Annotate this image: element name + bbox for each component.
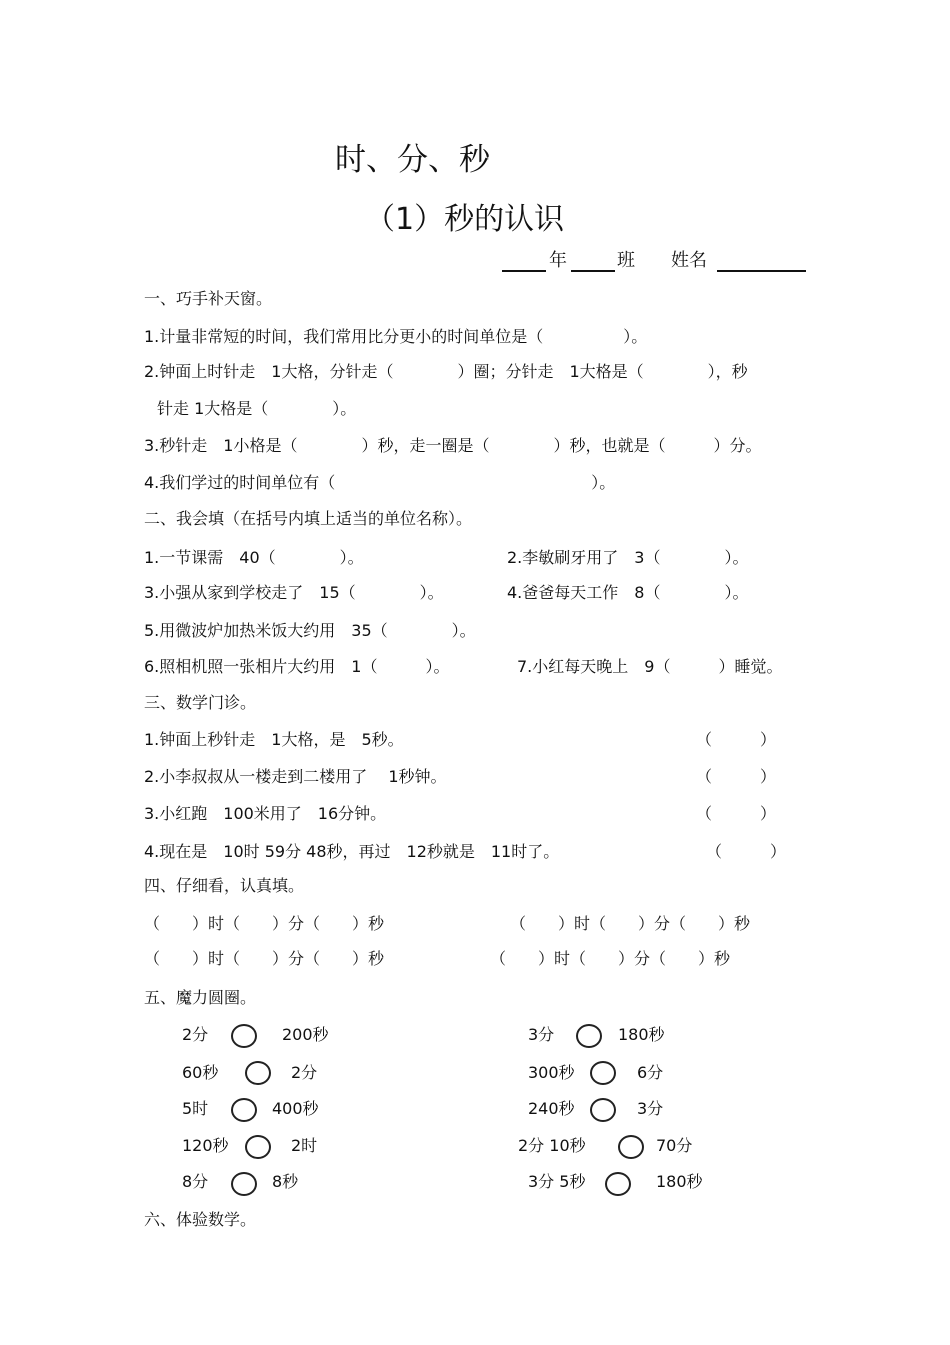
s1-question-2-cont: 针走 1大格是（ ）。	[157, 399, 357, 418]
s2-question-4: 4.爸爸每天工作 8（ ）。	[507, 583, 749, 602]
compare-right: 2分	[291, 1063, 318, 1082]
compare-left: 2分	[182, 1025, 209, 1044]
compare-right: 200秒	[282, 1025, 329, 1044]
compare-left: 2分 10秒	[518, 1136, 586, 1155]
compare-right: 70分	[656, 1136, 693, 1155]
year-label: 年	[549, 250, 567, 271]
compare-right: 400秒	[272, 1099, 319, 1118]
name-label: 姓名	[671, 250, 707, 271]
compare-right: 2时	[291, 1136, 318, 1155]
section-4-heading: 四、仔细看，认真填。	[144, 876, 305, 895]
s3-answer-bracket-2[interactable]: （ ）	[696, 767, 777, 786]
time-fill-row-2: （ ）时（ ）分（ ）秒	[510, 914, 751, 933]
compare-right: 180秒	[656, 1172, 703, 1191]
compare-circle[interactable]	[231, 1098, 257, 1122]
s2-question-1: 1.一节课需 40（ ）。	[144, 548, 364, 567]
s2-question-2: 2.李敏刷牙用了 3（ ）。	[507, 548, 749, 567]
section-1-heading: 一、巧手补天窗。	[144, 289, 273, 308]
s1-question-2: 2.钟面上时针走 1大格，分针走（ ）圈；分针走 1大格是（ ），秒	[144, 362, 748, 381]
section-2-heading: 二、我会填（在括号内填上适当的单位名称）。	[144, 509, 473, 528]
s3-question-1: 1.钟面上秒针走 1大格，是 5秒。	[144, 730, 404, 749]
compare-right: 8秒	[272, 1172, 299, 1191]
compare-left: 300秒	[528, 1063, 575, 1082]
section-6-heading: 六、体验数学。	[144, 1210, 257, 1229]
compare-right: 6分	[637, 1063, 664, 1082]
s1-question-1: 1.计量非常短的时间，我们常用比分更小的时间单位是（ ）。	[144, 327, 648, 346]
compare-left: 240秒	[528, 1099, 575, 1118]
s3-question-2: 2.小李叔叔从一楼走到二楼用了 1秒钟。	[144, 767, 447, 786]
compare-circle[interactable]	[231, 1024, 257, 1048]
compare-right: 180秒	[618, 1025, 665, 1044]
compare-circle[interactable]	[245, 1061, 271, 1085]
s3-question-3: 3.小红跑 100米用了 16分钟。	[144, 804, 387, 823]
compare-left: 60秒	[182, 1063, 219, 1082]
time-fill-row-3: （ ）时（ ）分（ ）秒	[144, 949, 385, 968]
s1-question-3: 3.秒针走 1小格是（ ）秒，走一圈是（ ）秒，也就是（ ）分。	[144, 436, 762, 455]
s3-answer-bracket-3[interactable]: （ ）	[696, 804, 777, 823]
time-fill-row-4: （ ）时（ ）分（ ）秒	[490, 949, 731, 968]
s3-question-4: 4.现在是 10时 59分 48秒，再过 12秒就是 11时了。	[144, 842, 560, 861]
s3-answer-bracket-4[interactable]: （ ）	[706, 842, 787, 861]
compare-left: 3分 5秒	[528, 1172, 586, 1191]
compare-left: 5时	[182, 1099, 209, 1118]
compare-right: 3分	[637, 1099, 664, 1118]
s2-question-3: 3.小强从家到学校走了 15（ ）。	[144, 583, 444, 602]
compare-circle[interactable]	[590, 1061, 616, 1085]
page-title: 时、分、秒	[335, 142, 490, 178]
compare-circle[interactable]	[231, 1172, 257, 1196]
year-blank[interactable]	[502, 270, 546, 272]
page-subtitle: （1）秒的认识	[365, 202, 565, 237]
section-3-heading: 三、数学门诊。	[144, 693, 257, 712]
s3-answer-bracket-1[interactable]: （ ）	[696, 730, 777, 749]
compare-circle[interactable]	[590, 1098, 616, 1122]
s2-question-6: 6.照相机照一张相片大约用 1（ ）。	[144, 657, 450, 676]
section-5-heading: 五、魔力圆圈。	[144, 988, 257, 1007]
compare-circle[interactable]	[605, 1172, 631, 1196]
compare-left: 120秒	[182, 1136, 229, 1155]
class-label: 班	[617, 250, 635, 271]
s2-question-7: 7.小红每天晚上 9（ ）睡觉。	[517, 657, 783, 676]
s1-question-4: 4.我们学过的时间单位有（ ）。	[144, 473, 616, 492]
compare-circle[interactable]	[245, 1135, 271, 1159]
compare-left: 8分	[182, 1172, 209, 1191]
name-blank[interactable]	[717, 270, 806, 272]
compare-circle[interactable]	[618, 1135, 644, 1159]
time-fill-row-1: （ ）时（ ）分（ ）秒	[144, 914, 385, 933]
compare-left: 3分	[528, 1025, 555, 1044]
compare-circle[interactable]	[576, 1024, 602, 1048]
s2-question-5: 5.用微波炉加热米饭大约用 35（ ）。	[144, 621, 476, 640]
class-blank[interactable]	[571, 270, 615, 272]
